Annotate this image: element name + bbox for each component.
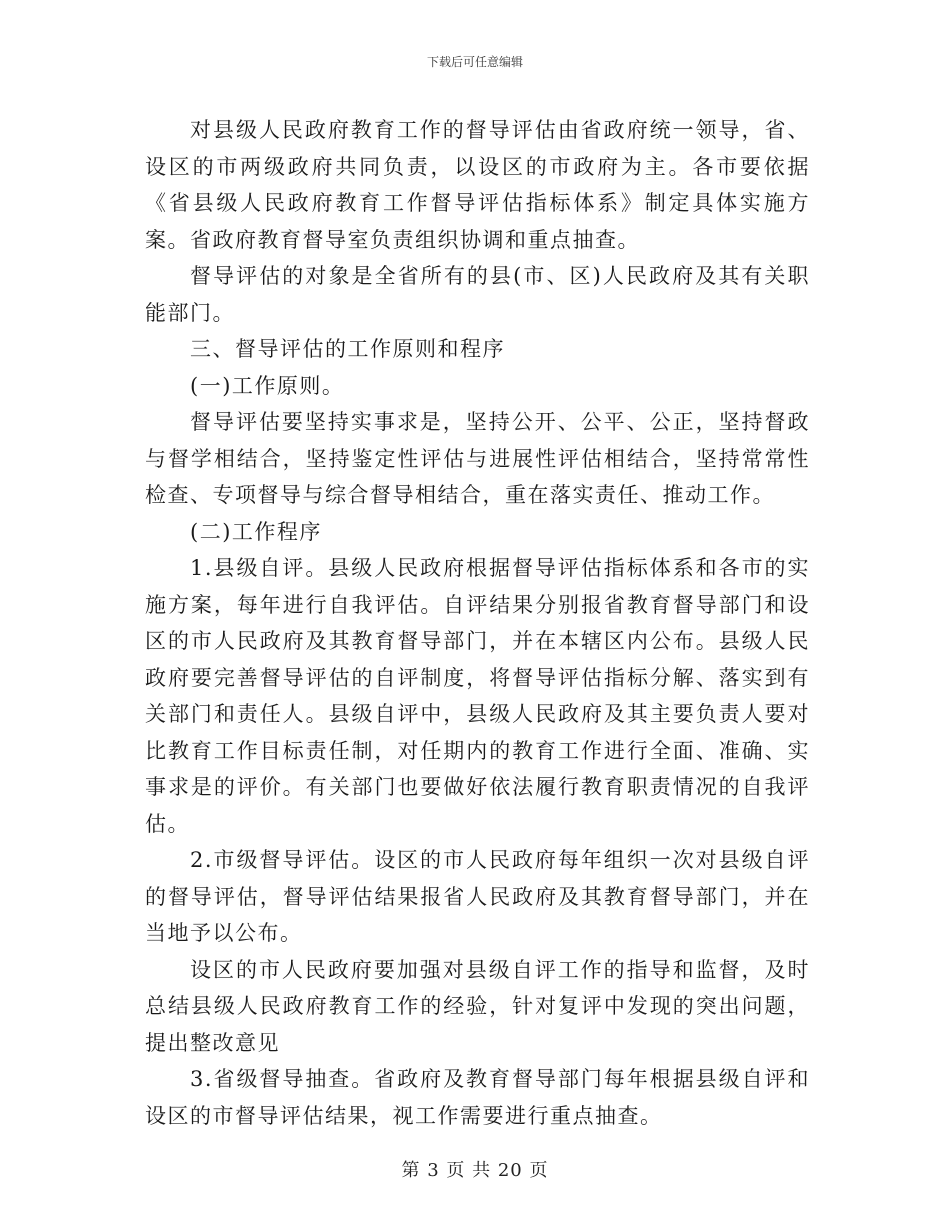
paragraph: 督导评估要坚持实事求是，坚持公开、公平、公正，坚持督政与督学相结合，坚持鉴定性评估与进展性评估相结合，坚持常常性检查、专项督导与综合督导相结合，重在落实责任、推动工作。: [145, 410, 810, 507]
paragraph: 设区的市人民政府要加强对县级自评工作的指导和监督，及时总结县级人民政府教育工作的经验，针对复评中发现的突出问题，提出整改意见: [145, 957, 810, 1055]
document-body: [145, 112, 810, 1134]
page-header: 下载后可任意编辑: [426, 55, 523, 69]
paragraph: 1.县级自评。县级人民政府根据督导评估指标体系和各市的实施方案，每年进行自我评估。自评结果分别报省教育督导部门和设区的市人民政府及其教育督导部门，并在本辖区内公布。县级人民政府要完善督导评估的自评制度，将督导评估指标分解、落实到有关部门和责任人。县级自评中，县级人民政府及其主要负责人要对比教育工作目标责任制，对任期内的教育工作进行全面、准确、实事求是的评价。有关部门也要做好依法履行教育职责情况的自我评估。: [145, 556, 810, 836]
section-heading: 三、督导评估的工作原则和程序: [190, 337, 505, 361]
paragraph: 督导评估的对象是全省所有的县(市、区)人民政府及其有关职能部门。: [145, 264, 810, 325]
page-number: 第 3 页 共 20 页: [401, 1160, 549, 1181]
subsection-heading: (一)工作原则。: [190, 373, 345, 398]
paragraph: 3.省级督导抽查。省政府及教育督导部门每年根据县级自评和设区的市督导评估结果，视工作需要进行重点抽查。: [145, 1067, 810, 1128]
subsection-heading: (二)工作程序: [190, 519, 322, 544]
paragraph: 对县级人民政府教育工作的督导评估由省政府统一领导，省、设区的市两级政府共同负责，以设区的市政府为主。各市要依据《省县级人民政府教育工作督导评估指标体系》制定具体实施方案。省政府教育督导室负责组织协调和重点抽查。: [145, 118, 810, 252]
paragraph: 2.市级督导评估。设区的市人民政府每年组织一次对县级自评的督导评估，督导评估结果报省人民政府及其教育督导部门，并在当地予以公布。: [145, 848, 810, 945]
